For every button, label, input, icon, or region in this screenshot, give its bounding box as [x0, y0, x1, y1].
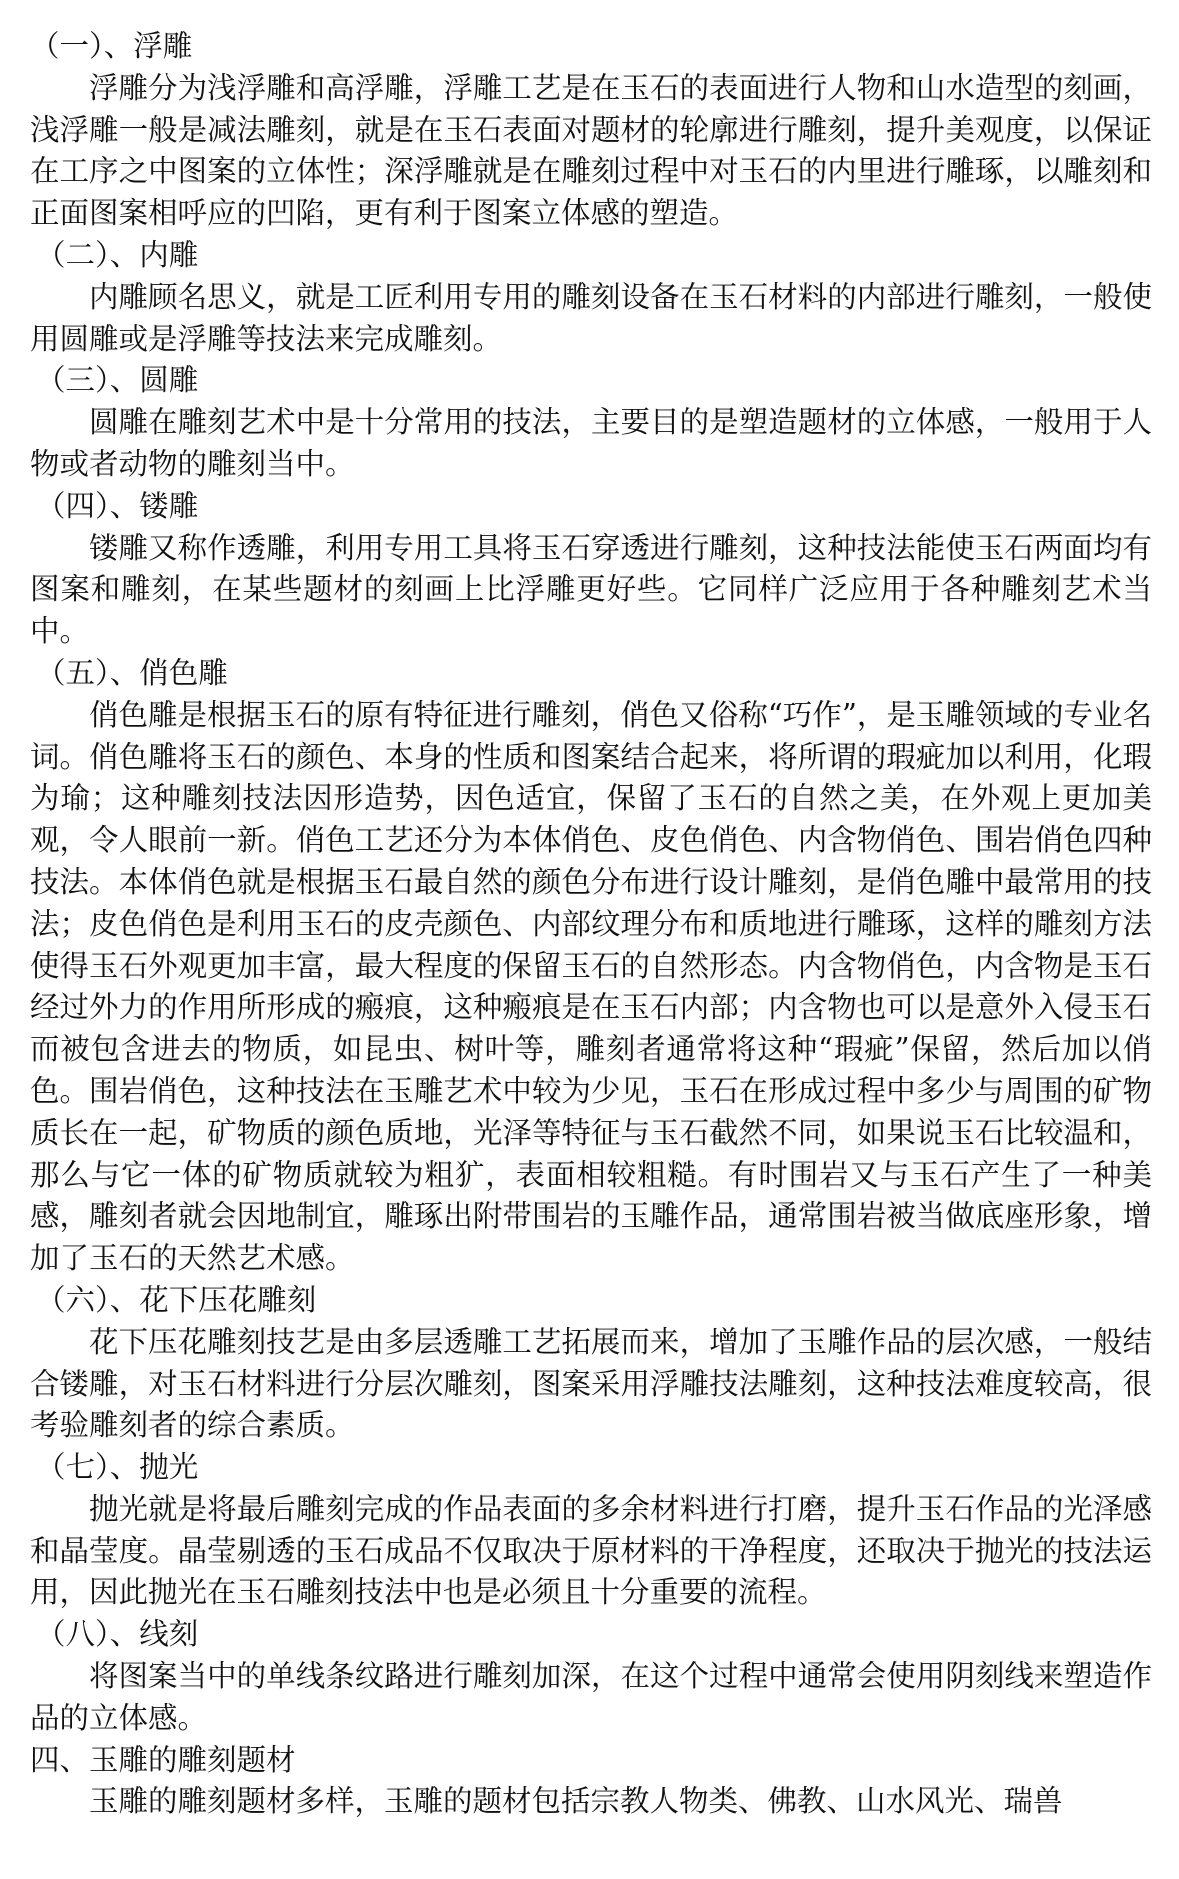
section-relief: [30, 26, 1152, 235]
document-page: [30, 26, 1152, 1823]
section-heading: （六）、花下压花雕刻: [36, 1282, 317, 1317]
section-paragraph: 将图案当中的单线条纹路进行雕刻加深，在这个过程中通常会使用阴刻线来塑造作品的立体感。: [30, 1659, 1152, 1735]
section-paragraph: 浮雕分为浅浮雕和高浮雕，浮雕工艺是在玉石的表面进行人物和山水造型的刻画，浅浮雕一般是减法雕刻，就是在玉石表面对题材的轮廓进行雕刻，提升美观度，以保证在工序之中图案的立体性；深浮雕就是在雕刻过程中对玉石的内里进行雕琢，以雕刻和正面图案相呼应的凹陷，更有利于图案立体感的塑造。: [30, 70, 1152, 231]
section-paragraph: 镂雕又称作透雕，利用专用工具将玉石穿透进行雕刻，这种技法能使玉石两面均有图案和雕刻，在某些题材的刻画上比浮雕更好些。它同样广泛应用于各种雕刻艺术当中。: [30, 530, 1152, 649]
section-layered-flower: [30, 1280, 1152, 1447]
section-line-engraving: [30, 1614, 1152, 1739]
section-polishing: [30, 1447, 1152, 1614]
section-paragraph: 圆雕在雕刻艺术中是十分常用的技法，主要目的是塑造题材的立体感，一般用于人物或者动物的雕刻当中。: [30, 405, 1152, 481]
chapter-paragraph: 玉雕的雕刻题材多样，玉雕的题材包括宗教人物类、佛教、山水风光、瑞兽: [89, 1784, 1063, 1819]
section-paragraph: 内雕顾名思义，就是工匠利用专用的雕刻设备在玉石材料的内部进行雕刻，一般使用圆雕或是浮雕等技法来完成雕刻。: [30, 279, 1152, 356]
chapter-heading: 四、玉雕的雕刻题材: [30, 1742, 296, 1777]
section-round-carving: [30, 360, 1152, 485]
section-heading: （二）、内雕: [36, 237, 199, 272]
section-heading: （一）、浮雕: [30, 29, 193, 63]
section-heading: （七）、抛光: [36, 1450, 199, 1485]
section-heading: （三）、圆雕: [36, 363, 199, 398]
section-openwork: [30, 486, 1152, 653]
section-inner-carving: [30, 235, 1152, 360]
section-paragraph: 俏色雕是根据玉石的原有特征进行雕刻，俏色又俗称“巧作”，是玉雕领域的专业名词。俏色雕将玉石的颜色、本身的性质和图案结合起来，将所谓的瑕疵加以利用，化瑕为瑜；这种雕刻技法因形造势，因色适宜，保留了玉石的自然之美，在外观上更加美观，令人眼前一新。俏色工艺还分为本体俏色、皮色俏色、内含物俏色、围岩俏色四种技法。本体俏色就是根据玉石最自然的颜色分布进行设计雕刻，是俏色雕中最常用的技法；皮色俏色是利用玉石的皮壳颜色、内部纹理分布和质地进行雕琢，这样的雕刻方法使得玉石外观更加丰富，最大程度的保留玉石的自然形态。内含物俏色，内含物是玉石经过外力的作用所形成的瘢痕，这种瘢痕是在玉石内部；内含物也可以是意外入侵玉石而被包含进去的物质，如昆虫、树叶等，雕刻者通常将这种“瑕疵”保留，然后加以俏色。围岩俏色，这种技法在玉雕艺术中较为少见，玉石在形成过程中多少与周围的矿物质长在一起，矿物质的颜色质地，光泽等特征与玉石截然不同，如果说玉石比较温和，那么与它一体的矿物质就较为粗犷，表面相较粗糙。有时围岩又与玉石产生了一种美感，雕刻者就会因地制宜，雕琢出附带围岩的玉雕作品，通常围岩被当做底座形象，增加了玉石的天然艺术感。: [30, 697, 1152, 1276]
section-paragraph: 花下压花雕刻技艺是由多层透雕工艺拓展而来，增加了玉雕作品的层次感，一般结合镂雕，对玉石材料进行分层次雕刻，图案采用浮雕技法雕刻，这种技法难度较高，很考验雕刻者的综合素质。: [30, 1324, 1152, 1443]
section-color-carving: [30, 653, 1152, 1280]
section-heading: （四）、镂雕: [36, 488, 199, 523]
section-paragraph: 抛光就是将最后雕刻完成的作品表面的多余材料进行打磨，提升玉石作品的光泽感和晶莹度。晶莹剔透的玉石成品不仅取决于原材料的干净程度，还取决于抛光的技法运用，因此抛光在玉石雕刻技法中也是必须且十分重要的流程。: [30, 1491, 1152, 1610]
section-heading: （五）、俏色雕: [36, 655, 228, 690]
section-heading: （八）、线刻: [36, 1617, 199, 1652]
chapter-carving-themes: [30, 1740, 1152, 1824]
